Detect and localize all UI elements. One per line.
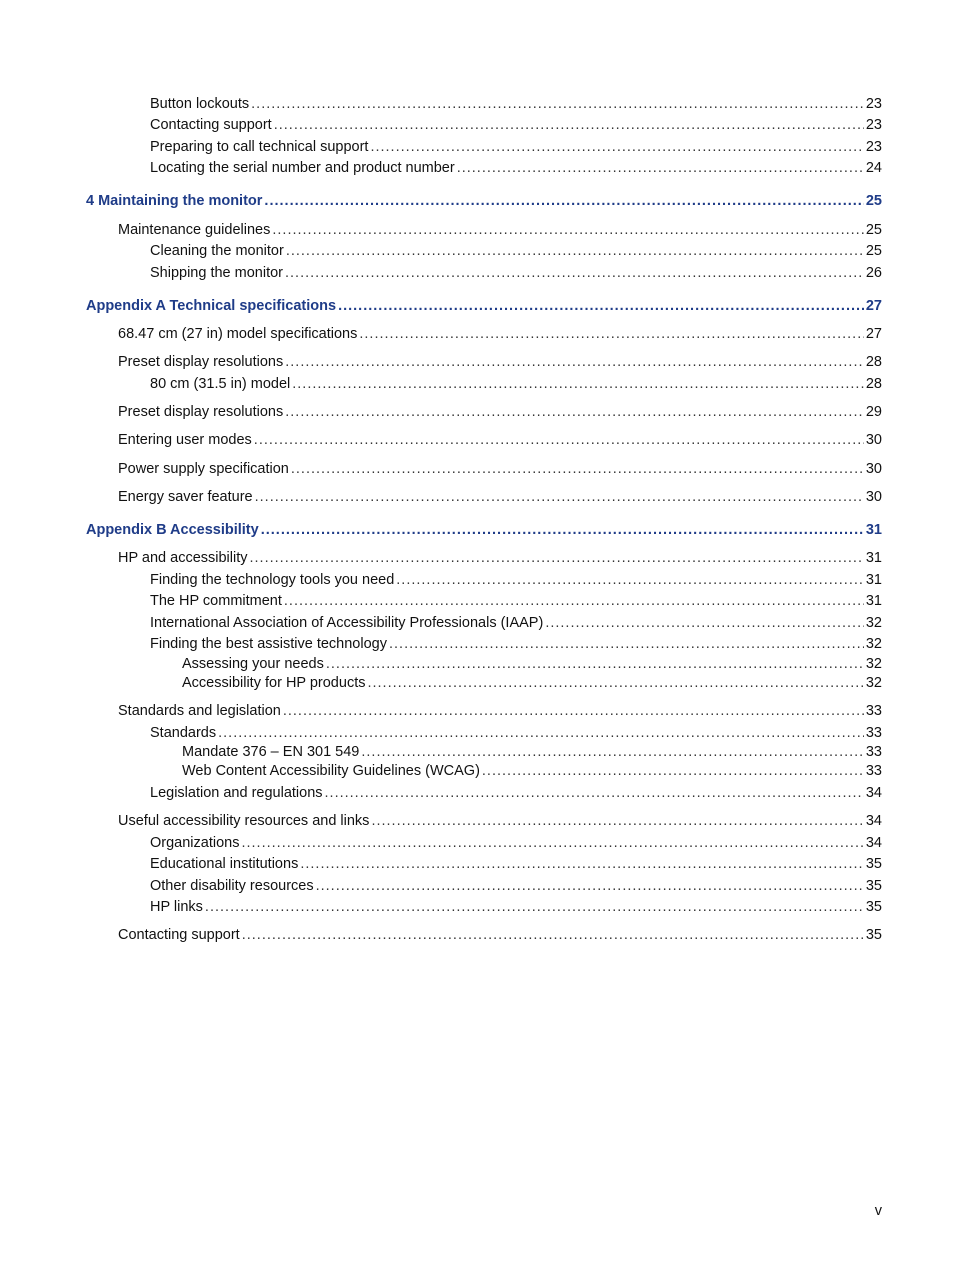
toc-entry[interactable] (150, 264, 882, 282)
toc-entry-page: 27 (865, 326, 882, 342)
dot-leader (482, 762, 864, 780)
toc-entry[interactable] (150, 834, 882, 852)
dot-leader (264, 192, 863, 210)
toc-entry-page: 33 (865, 703, 882, 719)
dot-leader (255, 488, 864, 506)
toc-entry-title: Educational institutions (150, 856, 299, 872)
toc-entry[interactable] (150, 571, 882, 589)
dot-leader (205, 898, 864, 916)
toc-entry-page: 25 (865, 222, 882, 238)
toc-entry-page: 23 (865, 117, 882, 133)
toc-entry-page: 31 (865, 572, 882, 588)
toc-entry-title: International Association of Accessibility Professionals (IAAP) (150, 615, 544, 631)
toc-entry-title: Maintenance guidelines (118, 222, 271, 238)
toc-entry-title: Energy saver feature (118, 489, 253, 505)
toc-entry[interactable] (118, 431, 882, 449)
toc-entry-page: 23 (865, 139, 882, 155)
toc-entry[interactable] (150, 375, 882, 393)
toc-entry-title: HP links (150, 899, 203, 915)
dot-leader (300, 855, 864, 873)
toc-entry-title: Organizations (150, 835, 240, 851)
dot-leader (250, 549, 864, 567)
dot-leader (286, 242, 864, 260)
dot-leader (359, 325, 863, 343)
toc-entry[interactable] (118, 549, 882, 567)
toc-entry-title: Appendix B Accessibility (86, 522, 259, 538)
toc-entry-title: Finding the best assistive technology (150, 636, 387, 652)
toc-entry-page: 34 (865, 835, 882, 851)
toc-entry[interactable] (118, 812, 882, 830)
toc-entry[interactable] (150, 724, 882, 742)
toc-entry-title: Standards and legislation (118, 703, 281, 719)
toc-entry-title: Accessibility for HP products (182, 675, 366, 691)
dot-leader (285, 264, 864, 282)
toc-entry-title: Entering user modes (118, 432, 252, 448)
toc-entry-page: 35 (865, 927, 882, 943)
toc-entry-page: 34 (865, 785, 882, 801)
dot-leader (272, 221, 864, 239)
toc-entry[interactable] (118, 460, 882, 478)
toc-entry-title: HP and accessibility (118, 550, 248, 566)
dot-leader (285, 353, 864, 371)
dot-leader (285, 403, 864, 421)
toc-entry-page: 25 (865, 193, 882, 209)
dot-leader (283, 702, 864, 720)
toc-entry[interactable] (118, 353, 882, 371)
toc-entry[interactable] (150, 95, 882, 113)
dot-leader (367, 674, 863, 692)
toc-entry[interactable] (118, 702, 882, 720)
dot-leader (338, 297, 864, 315)
toc-entry-page: 30 (865, 489, 882, 505)
dot-leader (370, 138, 863, 156)
toc-entry-title: Cleaning the monitor (150, 243, 284, 259)
dot-leader (316, 877, 864, 895)
toc-entry-title: Assessing your needs (182, 656, 324, 672)
dot-leader (241, 834, 863, 852)
dot-leader (254, 431, 864, 449)
toc-chapter-entry[interactable] (86, 192, 882, 210)
dot-leader (545, 614, 864, 632)
toc-entry-title: Standards (150, 725, 217, 741)
dot-leader (284, 592, 864, 610)
toc-entry-page: 27 (865, 298, 882, 314)
toc-entry-page: 29 (865, 404, 882, 420)
page-number: v (874, 1203, 882, 1219)
toc-entry[interactable] (150, 592, 882, 610)
toc-entry[interactable] (150, 784, 882, 802)
toc-entry[interactable] (150, 898, 882, 916)
toc-entry[interactable] (118, 488, 882, 506)
toc-entry-title: Contacting support (118, 927, 240, 943)
toc-entry-page: 28 (865, 376, 882, 392)
toc-entry-page: 23 (865, 96, 882, 112)
dot-leader (325, 784, 864, 802)
dot-leader (242, 926, 864, 944)
toc-entry-title: Preset display resolutions (118, 354, 284, 370)
toc-entry-title: 68.47 cm (27 in) model specifications (118, 326, 358, 342)
toc-chapter-entry[interactable] (86, 297, 882, 315)
toc-entry-title: 80 cm (31.5 in) model (150, 376, 291, 392)
toc-entry[interactable] (118, 403, 882, 421)
toc-entry-page: 32 (865, 675, 882, 691)
toc-entry[interactable] (118, 325, 882, 343)
toc-entry[interactable] (150, 877, 882, 895)
toc-entry-page: 24 (865, 160, 882, 176)
toc-entry-title: Preset display resolutions (118, 404, 284, 420)
toc-entry-title: Shipping the monitor (150, 265, 283, 281)
toc-entry[interactable] (118, 221, 882, 239)
dot-leader (457, 159, 864, 177)
toc-entry-page: 33 (865, 725, 882, 741)
dot-leader (292, 375, 864, 393)
toc-entry-page: 26 (865, 265, 882, 281)
toc-entry-page: 33 (865, 763, 882, 779)
toc-entry-title: Locating the serial number and product number (150, 160, 455, 176)
toc-entry-page: 25 (865, 243, 882, 259)
toc-entry[interactable] (150, 138, 882, 156)
toc-entry-title: Web Content Accessibility Guidelines (WCAG) (182, 763, 480, 779)
toc-entry[interactable] (150, 614, 882, 632)
dot-leader (326, 655, 864, 673)
toc-entry-page: 31 (865, 593, 882, 609)
dot-leader (396, 571, 864, 589)
dot-leader (274, 116, 864, 134)
dot-leader (261, 521, 864, 539)
dot-leader (291, 460, 864, 478)
toc-entry[interactable] (150, 116, 882, 134)
toc-entry[interactable] (182, 743, 882, 761)
toc-entry-page: 28 (865, 354, 882, 370)
toc-entry[interactable] (150, 242, 882, 260)
dot-leader (251, 95, 864, 113)
toc-entry-page: 33 (865, 744, 882, 760)
toc-entry-page: 34 (865, 813, 882, 829)
toc-entry[interactable] (150, 635, 882, 653)
dot-leader (389, 635, 864, 653)
toc-entry-page: 35 (865, 856, 882, 872)
toc-entry-page: 35 (865, 899, 882, 915)
toc-entry-title: Button lockouts (150, 96, 250, 112)
toc-entry[interactable] (182, 655, 882, 673)
toc-entry-title: Mandate 376 – EN 301 549 (182, 744, 360, 760)
toc-entry-title: Preparing to call technical support (150, 139, 369, 155)
toc-entry-page: 32 (865, 615, 882, 631)
toc-entry-page: 32 (865, 636, 882, 652)
toc-entry-page: 31 (865, 550, 882, 566)
dot-leader (361, 743, 864, 761)
toc-entry-title: Contacting support (150, 117, 272, 133)
toc-entry-title: Finding the technology tools you need (150, 572, 395, 588)
toc-entry-page: 31 (865, 522, 882, 538)
toc-entry[interactable] (118, 926, 882, 944)
toc-entry-title: Other disability resources (150, 878, 314, 894)
dot-leader (218, 724, 864, 742)
toc-entry[interactable] (150, 855, 882, 873)
toc-entry-page: 30 (865, 432, 882, 448)
toc-entry-title: Appendix A Technical specifications (86, 298, 337, 314)
toc-entry[interactable] (182, 674, 882, 692)
toc-entry-page: 32 (865, 656, 882, 672)
toc-entry-title: Power supply specification (118, 461, 289, 477)
toc-entry[interactable] (150, 159, 882, 177)
toc-entry-title: Legislation and regulations (150, 785, 323, 801)
toc-entry-title: The HP commitment (150, 593, 282, 609)
toc-chapter-entry[interactable] (86, 521, 882, 539)
toc-entry-page: 35 (865, 878, 882, 894)
dot-leader (371, 812, 863, 830)
toc-entry-title: Useful accessibility resources and links (118, 813, 370, 829)
toc-entry-page: 30 (865, 461, 882, 477)
toc-entry[interactable] (182, 762, 882, 780)
toc-entry-title: 4 Maintaining the monitor (86, 193, 263, 209)
